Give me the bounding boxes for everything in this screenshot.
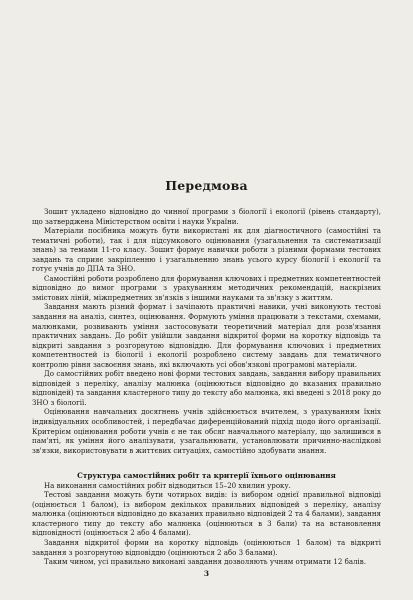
paragraph: Завдання відкритої форми на коротку відповідь (оцінюються 1 балом) та відкриті завдання з розгорнутою відповіддю (оцінюються 2 або 3 балами). — [32, 538, 381, 557]
page-number: 3 — [203, 569, 210, 578]
section-heading: Структура самостійних робіт та критерії їхнього оцінювання — [77, 471, 336, 481]
paragraph: Таким чином, усі правильно виконані завдання дозволяють учням отримати 12 балів. — [44, 557, 366, 567]
paragraph: Самостійні роботи розроблено для формування ключових і предметних компетентностей відповідно до вимог програми з урахуванням методичних рекомендацій, наскрізних змістових ліній, міжпредметних зв'язків з іншими науками та зв'язку з життям. — [32, 273, 381, 302]
paragraph: Завдання мають різний формат і зачіпають практичні навики, учні виконують тестові завдання на аналіз, синтез, оцінювання. Формують уміння працювати з текстами, схемами, малюнками, розвивають уміння застосовувати теоретичний матеріал для розв'язання практичних завдань. До робіт увійшли завдання відкритої форми на коротку відповідь та відкриті завдання з розгорнутою відповіддю. Для формування ключових і предметних компетентностей із біології і екології розроблено систему завдань для тематичного контролю рівня засвоєння знань, які включають усі обов'язкові програмові матеріали. — [32, 302, 381, 369]
paragraph: Матеріали посібника можуть бути використані як для діагностичного (самостійні та тематичні роботи), так і для підсумкового оцінювання (узагальнення та систематизації знань) за темами 11-го класу. Зошит формує навички роботи з різними формами тестових завдань та сприяє закріпленню і узагальненню знань усього курсу біології і екології та готує учнів до ДПА та ЗНО. — [32, 226, 381, 274]
page-title: Передмова — [165, 178, 248, 193]
paragraph: До самостійних робіт введено нові форми тестових завдань, завдання вибору правильних відповідей з переліку, аналізу малюнка (оцінюються відповідно до вказаних правильно відповідей) та завдання кластерного типу до тексту або малюнка, які введені з 2018 року до ЗНО з біології. — [32, 369, 381, 407]
paragraph: На виконання самостійних робіт відводиться 15–20 хвилин уроку. — [44, 480, 291, 490]
section-spacer — [32, 455, 381, 471]
paragraph: Оцінювання навчальних досягнень учнів здійснюється вчителем, з урахуванням їхніх індивідуальних особливостей, і передбачає диференційований підхід щодо його організації. Критерієм оцінювання роботи учнів є не так обсяг навчального матеріалу, що залишився в пам'яті, як уміння його аналізувати, узагальнювати, установлювати причинно-наслідкові зв'язки, використовувати в життєвих ситуаціях, самостійно здобувати знання. — [32, 407, 381, 455]
paragraph: Тестові завдання можуть бути чотирьох видів: із вибором однієї правильної відповіді (оцінюється 1 балом), із вибором декількох правильних відповідей з переліку, аналізу малюнка (оцінюються відповідно до вказаних правильно відповідей 2 та 4 балами), завдання кластерного типу до тексту або малюнка (оцінюються в 3 бали) та на встановлення відповідності (оцінюється 2 або 4 балами). — [32, 490, 381, 538]
document-body — [32, 207, 381, 567]
paragraph: Зошит укладено відповідно до чинної програми з біології і екології (рівень стандарту), що затверджена Міністерством освіти і науки України. — [32, 207, 381, 226]
